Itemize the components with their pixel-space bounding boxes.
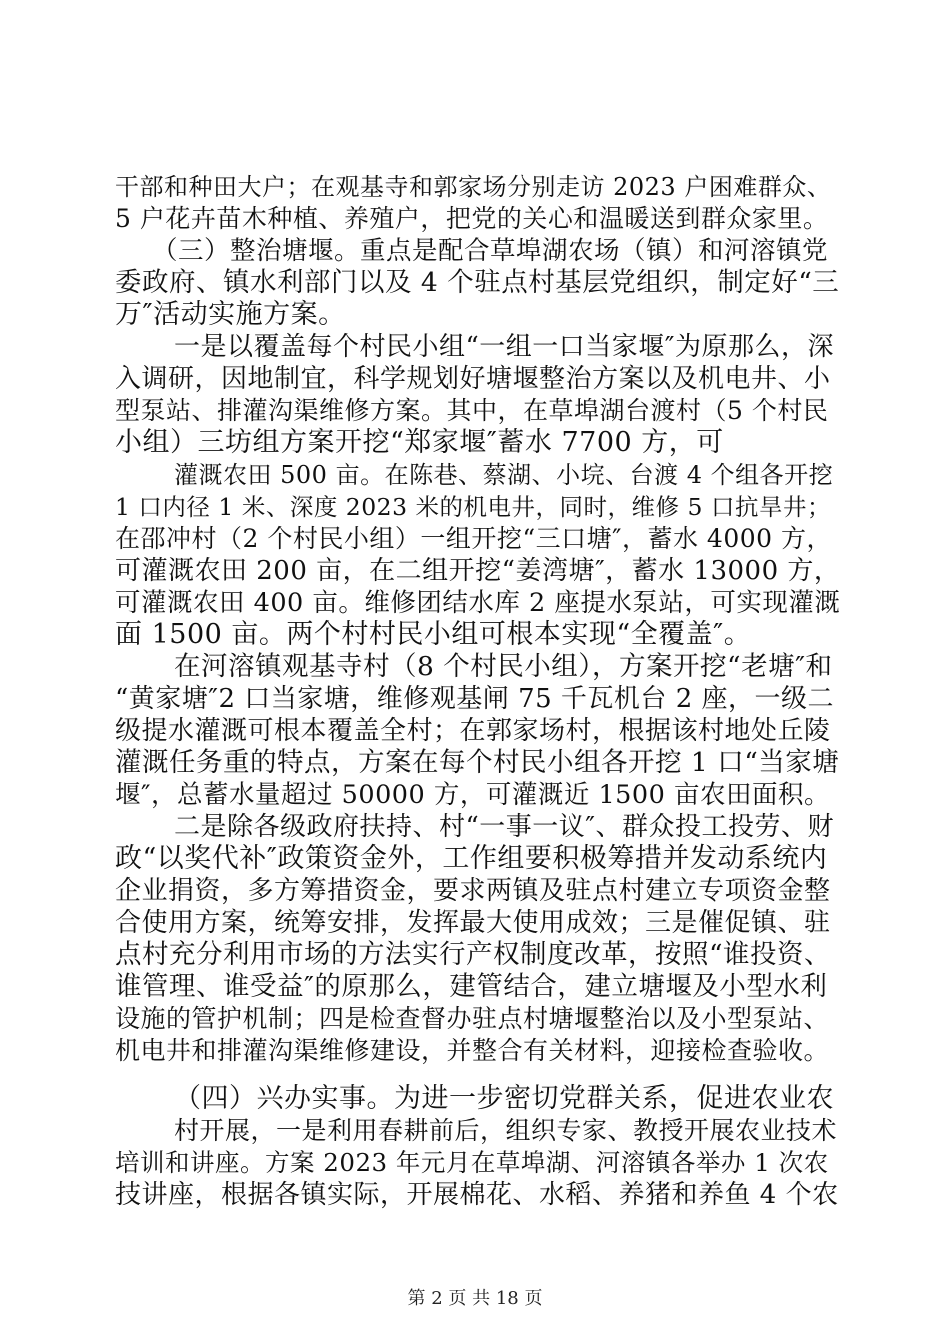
text-line: 万″活动实施方案。 — [115, 299, 346, 330]
text-line: 合使用方案，统筹安排，发挥最大使用成效；三是催促镇、驻 — [115, 908, 831, 938]
text-line: 二是除各级政府扶持、村“一事一议″、群众投工投劳、财 — [174, 812, 835, 842]
text-line: 企业捐资，多方筹措资金，要求两镇及驻点村建立专项资金整 — [115, 876, 831, 906]
text-line: 一是以覆盖每个村民小组“一组一口当家堰″为原那么，深 — [174, 332, 835, 362]
text-line: 1 口内径 1 米、深度 2023 米的机电井，同时，维修 5 口抗旱井； — [115, 493, 831, 521]
text-line: “黄家塘″2 口当家塘，维修观基闸 75 千瓦机台 2 座，一级二 — [115, 684, 834, 714]
text-line: 在河溶镇观基寺村（8 个村民小组），方案开挖“老塘″和 — [174, 651, 833, 682]
text-line: 机电井和排灌沟渠维修建设，并整合有关材料，迎接检查验收。 — [115, 1036, 830, 1065]
text-line: 培训和讲座。方案 2023 年元月在草埠湖、河溶镇各举办 1 次农 — [115, 1148, 829, 1177]
text-line: 可灌溉农田 200 亩，在二组开挖“姜湾塘″，蓄水 13000 方， — [115, 556, 841, 586]
text-line: 可灌溉农田 400 亩。维修团结水库 2 座提水泵站，可实现灌溉 — [115, 588, 841, 618]
text-line: （三）整治塘堰。重点是配合草埠湖农场（镇）和河溶镇党 — [152, 236, 829, 266]
text-line: 5 户花卉苗木种植、养殖户，把党的关心和温暖送到群众家里。 — [115, 204, 829, 233]
text-line: 谁管理、谁受益″的原那么，建管结合，建立塘堰及小型水利 — [115, 971, 828, 1002]
text-line: 灌溉农田 500 亩。在陈巷、蔡湖、小垸、台渡 4 个组各开挖 — [174, 461, 834, 489]
page-number-footer: 第 2 页 共 18 页 — [407, 1288, 543, 1309]
text-line: 点村充分利用市场的方法实行产权制度改革，按照“谁投资、 — [115, 939, 832, 970]
text-line: 堰″，总蓄水量超过 50000 方，可灌溉近 1500 亩农田面积。 — [115, 780, 830, 810]
text-line: 委政府、镇水利部门以及 4 个驻点村基层党组织，制定好“三 — [115, 267, 840, 298]
text-line: 型泵站、排灌沟渠维修方案。其中，在草埠湖台渡村（5 个村民 — [115, 396, 829, 425]
text-line: （四）兴办实事。为进一步密切党群关系，促进农业农 — [174, 1083, 834, 1114]
text-line: 干部和种田大户；在观基寺和郭家场分别走访 2023 户困难群众、 — [115, 173, 832, 201]
text-line: 入调研，因地制宜，科学规划好塘堰整治方案以及机电井、小 — [115, 364, 831, 394]
text-line: 面 1500 亩。两个村村民小组可根本实现“全覆盖″。 — [115, 619, 752, 650]
text-line: 小组）三坊组方案开挖“郑家堰″蓄水 7700 方，可 — [115, 427, 724, 458]
text-line: 政“以奖代补″政策资金外，工作组要积极筹措并发动系统内 — [115, 843, 828, 874]
text-line: 级提水灌溉可根本覆盖全村；在郭家场村，根据该村地处丘陵 — [115, 716, 831, 746]
text-line: 村开展，一是利用春耕前后，组织专家、教授开展农业技术 — [174, 1116, 838, 1145]
text-line: 技讲座，根据各镇实际，开展棉花、水稻、养猪和养鱼 4 个农 — [115, 1180, 839, 1210]
text-line: 灌溉任务重的特点，方案在每个村民小组各开挖 1 口“当家塘 — [115, 747, 840, 778]
text-line: 在邵冲村（2 个村民小组）一组开挖“三口塘″，蓄水 4000 方， — [115, 524, 832, 553]
text-line: 设施的管护机制；四是检查督办驻点村塘堰整治以及小型泵站、 — [115, 1004, 830, 1033]
